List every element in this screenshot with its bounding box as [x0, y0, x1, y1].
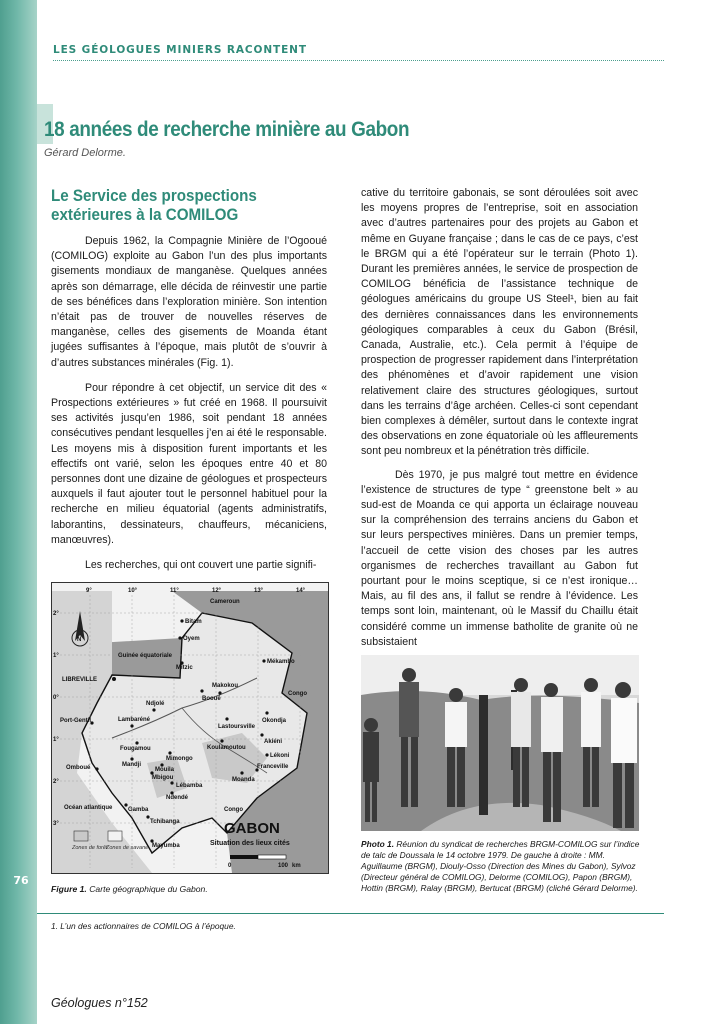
city-label: Okondja: [262, 718, 287, 724]
photo-graphic: [361, 655, 639, 831]
footnote: 1. L’un des actionnaires de COMILOG à l’époque.: [51, 921, 236, 931]
lat-label: 0°: [53, 695, 59, 701]
city-label: Ndjolé: [146, 701, 165, 707]
paragraph: Pour répondre à cet objectif, un service dit des « Prospections extérieures » fut créé en 1968. Il poursuivit ses activités jusqu’en 1986, soit pendant 18 années consécutives pendant lesquelles j’en ai été le responsable. Les moyens mis à disposition furent importants et les effectifs ont varié, selon les époques entre 40 et 80 personnes dont une dizaine de géologues et prospecteurs auxquels il faut ajouter tout le personnel habituel pour la recherche en milieu équatorial (agents administratifs, laborantins, dessinateurs, chauffeurs, mécaniciens, manœuvres).: [51, 381, 327, 546]
section-heading: Le Service des prospections extérieures à la COMILOG: [51, 187, 257, 224]
country-label: Congo: [288, 691, 307, 697]
header-divider: [53, 60, 664, 61]
city-label: Gamba: [128, 807, 149, 813]
group-photo: [361, 655, 639, 831]
photo-caption: [361, 839, 643, 894]
article-title: 18 années de recherche minière au Gabon: [44, 118, 410, 141]
city-label: Makokou: [212, 683, 239, 689]
gabon-map: [51, 582, 329, 874]
paragraph: cative du territoire gabonais, se sont déroulées soit avec les moyens propres de l’entreprise, soit en association avec d’autres partenaires pour des projets au Gabon et même en Guyane française ; dans le cas de ce pays, c’est le BRGM qui a été l’opérateur sur le terrain (Photo 1). Durant les premières années, le service de prospection de COMILOG bénéficia de l’assistance technique de géologues américains du groupe US Steel¹, bien au fait des dernières connaissances dans les environnements géologiques comparables à ceux du Gabon (Brésil, Canada, Australie, etc.). Cela permit à l’équipe de prospection de progresser rapidement dans l’interprétation des phénomènes et d’avoir rapidement une vision relativement claire des structures géologiques, surtout dans les terrains d’âge archéen. Celles-ci sont cependant bien complexes à démêler, surtout dans le contexte ingrat des observations en zone équatoriale où les affleurements sont peu nombreux et la pénétration très difficile.: [361, 187, 638, 458]
paragraph: Les recherches, qui ont couvert une partie signifi-: [85, 559, 317, 572]
page-side-band: [0, 0, 37, 1024]
city-label: Mitzic: [176, 665, 193, 671]
lon-label: 9°: [86, 588, 92, 594]
ocean-label: Océan atlantique: [64, 805, 113, 811]
city-label: Oyem: [183, 636, 200, 642]
lat-label: 2°: [53, 611, 59, 617]
city-label: Port-Gentil: [60, 718, 91, 724]
city-label: LIBREVILLE: [62, 677, 98, 683]
lon-label: 11°: [170, 588, 179, 594]
city-label: Mékambo: [267, 659, 295, 665]
text-column-right: [361, 186, 638, 650]
city-label: Akiéni: [264, 739, 283, 745]
article-author: Gérard Delorme.: [44, 147, 126, 159]
city-label: Fougamou: [120, 746, 151, 752]
city-label: Booué: [202, 696, 221, 702]
lon-label: 13°: [254, 588, 264, 594]
city-label: Mimongo: [166, 756, 193, 762]
city-label: Koulamoutou: [207, 745, 246, 751]
city-label: Moanda: [232, 777, 255, 783]
city-label: Mouila: [155, 767, 174, 773]
city-label: Bitam: [185, 619, 202, 625]
photo-caption-text: Réunion du syndicat de recherches BRGM-COMILOG sur l’indice de talc de Doussala le 14 octobre 1979. De gauche à droite : MM. Aguillaume (BRGM), Diouly-Osso (Direction des Mines du Gabon), Sylvoz (Directeur général de COMILOG), Delorme (COMILOG), Papon (BRGM), Hottin (BRGM), Ralay (BRGM), Bertucat (BRGM) (cliché Gérard Delorme).: [361, 839, 640, 893]
legend-forest: Zones de forêt: [72, 845, 108, 851]
country-label: Cameroun: [210, 599, 240, 605]
page-number: 76: [13, 874, 29, 887]
series-header: LES GÉOLOGUES MINIERS RACONTENT: [53, 44, 307, 56]
paragraph: Depuis 1962, la Compagnie Minière de l’Ogooué (COMILOG) exploite au Gabon l’un des plus importants gisements mondiaux de manganèse. Quelques années après son démarrage, elle décida de réinvestir une partie de ses bénéfices dans l’exploration minière. Son intention n’était pas de trouver de nouvelles réserves de manganèse, celles des gisements de Moanda étant jugées suffisantes à l’époque, mais plutôt de s’ouvrir à d’autres substances minérales (Fig. 1).: [51, 235, 327, 369]
city-label: Tchibanga: [150, 819, 180, 825]
lat-label: 1°: [53, 737, 59, 743]
city-label: Lékoni: [270, 753, 290, 759]
scale-unit: km: [292, 863, 301, 869]
city-label: Mandji: [122, 762, 141, 768]
lat-label: 1°: [53, 653, 59, 659]
country-label: Guinée équatoriale: [118, 653, 173, 659]
scale-hundred: 100: [278, 863, 289, 869]
svg-text:N: N: [77, 637, 82, 643]
map-subtitle: Situation des lieux cités: [210, 840, 290, 847]
city-label: Lambaréné: [118, 717, 151, 723]
legend-savane: Zones de savane: [106, 845, 149, 851]
map-caption: [51, 884, 208, 894]
city-label: Franceville: [257, 764, 289, 770]
city-label: Lastoursville: [218, 724, 256, 730]
city-label: Omboué: [66, 765, 91, 771]
lon-label: 14°: [296, 588, 306, 594]
map-caption-text: Carte géographique du Gabon.: [89, 884, 208, 894]
lon-label: 12°: [212, 588, 222, 594]
text-column-left: [51, 234, 327, 573]
footnote-divider: [37, 913, 664, 914]
lon-label: 10°: [128, 588, 138, 594]
journal-footer: Géologues n°152: [51, 996, 148, 1010]
map-graphic: [52, 583, 328, 873]
lat-label: 2°: [53, 779, 59, 785]
photo-caption-label: Photo 1.: [361, 839, 395, 849]
city-label: Mayumba: [152, 843, 180, 849]
country-label: Congo: [224, 807, 243, 813]
lat-label: 3°: [53, 821, 59, 827]
city-label: Lébamba: [176, 783, 203, 789]
city-label: Ndendé: [166, 795, 189, 801]
map-title: GABON: [224, 820, 280, 837]
scale-zero: 0: [228, 863, 232, 869]
paragraph: Dès 1970, je pus malgré tout mettre en évidence l’existence de structures de type “ greenstone belt » au sud-est de Moanda ce qui apporta un éclairage nouveau sur la compréhension des terrains anciens du Gabon et sur leurs perspectives minières. Dans un premier temps, l’accueil de cette vision des choses par les autres organismes de recherches travaillant au Gabon fut pourtant pour le moins sceptique, si ce n’est ironique… Mais, au fil des ans, il fallut se rendre à l’évidence. Les temps sont loin, maintenant, où le Massif du Chaillu était considéré comme un immense batholite de granite où ne subsistaient: [361, 468, 638, 648]
city-label: Mbigou: [152, 775, 174, 781]
map-caption-label: Figure 1.: [51, 884, 87, 894]
